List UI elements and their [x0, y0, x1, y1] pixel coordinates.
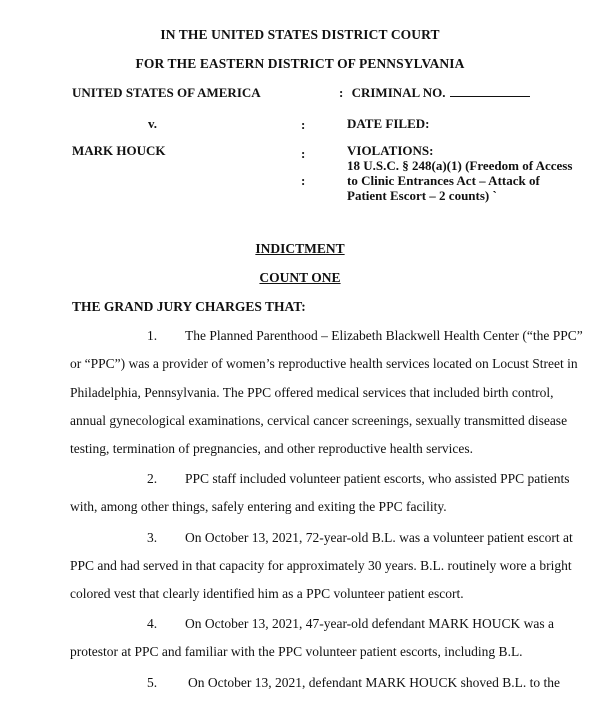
- paragraph-number: 2.: [147, 471, 158, 486]
- caption-colon: :: [339, 85, 344, 100]
- indictment-heading: INDICTMENT: [255, 241, 345, 256]
- paragraph-number: 4.: [147, 616, 158, 631]
- paragraph-line: or “PPC”) was a provider of women’s reproductive health services located on Locust Street in: [70, 356, 578, 371]
- paragraph-line: colored vest that clearly identified him as a PPC volunteer patient escort.: [70, 586, 464, 601]
- paragraph-line: annual gynecological examinations, cervical cancer screenings, sexually transmitted disease: [70, 413, 568, 428]
- paragraph-first-line: On October 13, 2021, defendant MARK HOUCK shoved B.L. to the: [188, 675, 560, 690]
- criminal-no-line: [339, 85, 530, 101]
- court-name-line: IN THE UNITED STATES DISTRICT COURT: [160, 27, 440, 42]
- violations-label: VIOLATIONS:: [347, 143, 434, 158]
- caption-colon: :: [301, 173, 306, 188]
- paragraph-line: with, among other things, safely entering and exiting the PPC facility.: [70, 499, 447, 514]
- violations-line: 18 U.S.C. § 248(a)(1) (Freedom of Access: [347, 158, 573, 173]
- paragraph-number: 5.: [147, 675, 158, 690]
- paragraph-first-line: The Planned Parenthood – Elizabeth Blackwell Health Center (“the PPC”: [185, 328, 583, 343]
- date-filed-label: DATE FILED:: [347, 116, 430, 131]
- violations-line: Patient Escort – 2 counts) `: [347, 188, 497, 203]
- caption-colon: :: [301, 117, 306, 132]
- paragraph-line: Philadelphia, Pennsylvania. The PPC offered medical services that included birth control,: [70, 385, 554, 400]
- violations-line: to Clinic Entrances Act – Attack of: [347, 173, 540, 188]
- grand-jury-heading: THE GRAND JURY CHARGES THAT:: [72, 299, 306, 314]
- court-district-line: FOR THE EASTERN DISTRICT OF PENNSYLVANIA: [135, 56, 465, 71]
- versus-label: v.: [148, 116, 158, 131]
- paragraph-number: 3.: [147, 530, 158, 545]
- paragraph-first-line: PPC staff included volunteer patient escorts, who assisted PPC patients: [185, 471, 570, 486]
- criminal-no-label: CRIMINAL NO.: [351, 85, 446, 100]
- paragraph-number: 1.: [147, 328, 158, 343]
- caption-colon: :: [301, 146, 306, 161]
- paragraph-line: testing, termination of pregnancies, and other reproductive health services.: [70, 441, 473, 456]
- paragraph-line: protestor at PPC and familiar with the PPC volunteer patient escorts, including B.L.: [70, 644, 523, 659]
- paragraph-first-line: On October 13, 2021, 72-year-old B.L. was a volunteer patient escort at: [185, 530, 573, 545]
- paragraph-line: PPC and had served in that capacity for approximately 30 years. B.L. routinely wore a bright: [70, 558, 572, 573]
- count-one-heading: COUNT ONE: [259, 270, 341, 285]
- plaintiff-name: UNITED STATES OF AMERICA: [72, 85, 261, 100]
- paragraph-first-line: On October 13, 2021, 47-year-old defendant MARK HOUCK was a: [185, 616, 555, 631]
- defendant-name: MARK HOUCK: [72, 143, 166, 158]
- criminal-no-blank: [450, 85, 530, 97]
